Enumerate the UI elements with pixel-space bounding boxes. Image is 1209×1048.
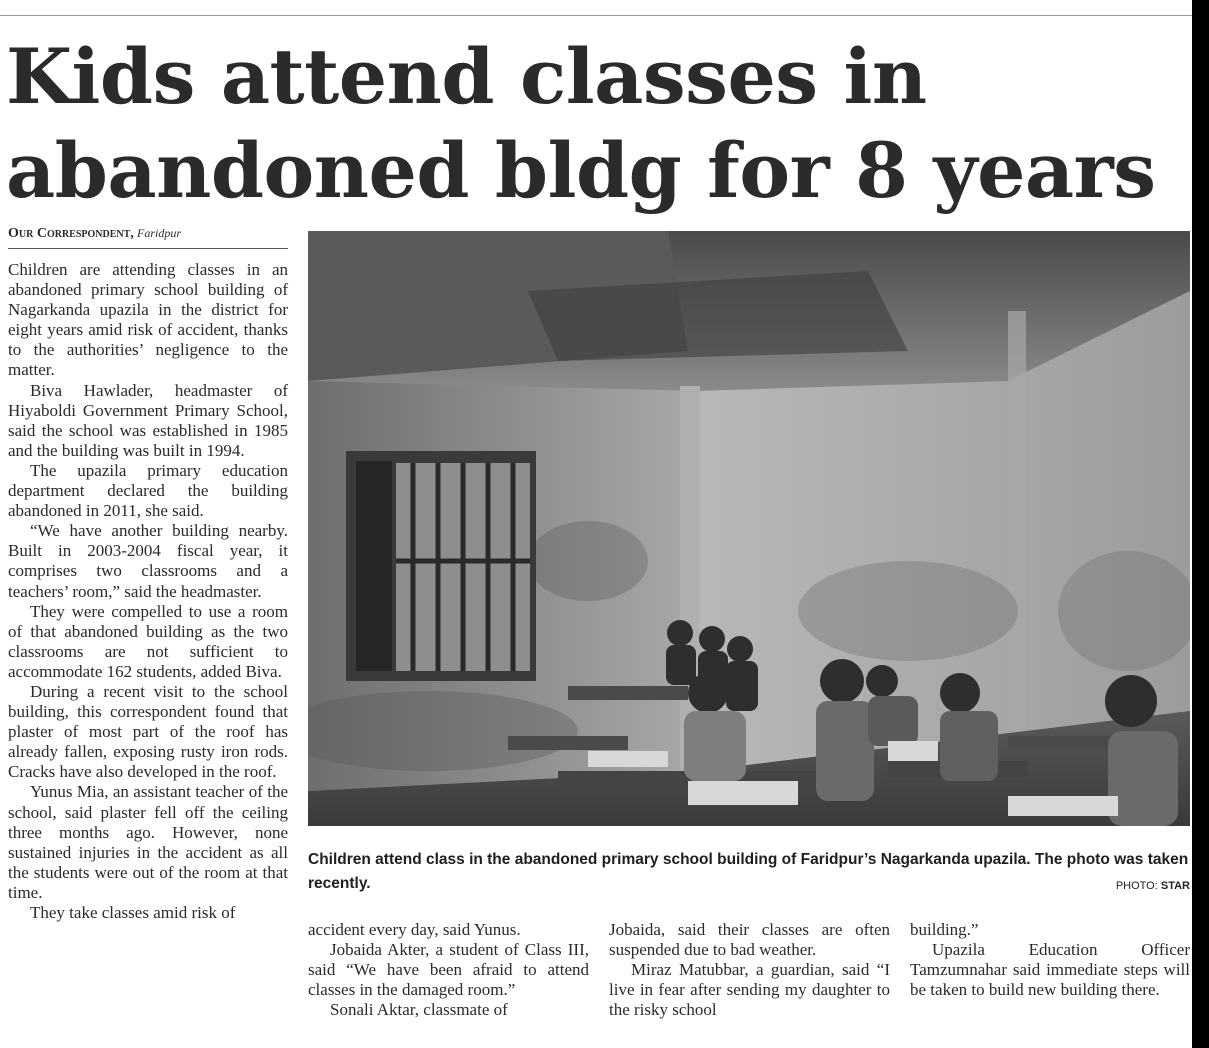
photo-credit-source: STAR [1160, 880, 1190, 892]
column-1 [8, 260, 288, 923]
byline-name: Our Correspondent, [8, 226, 134, 241]
page-edge-bar [1192, 0, 1209, 1048]
paragraph: Sonali Aktar, classmate of [330, 1000, 508, 1020]
classroom-photo [308, 231, 1190, 826]
headline: Kids attend classes in abandoned bldg for 8 years [6, 32, 1156, 215]
photo-credit-label: PHOTO: [1115, 880, 1158, 892]
paragraph: Miraz Matubbar, a guardian, said “I live in fear after sending my daughter to the risky school [609, 960, 890, 1020]
paragraph: The upazila primary education department declared the building abandoned in 2011, she said. [8, 460, 288, 521]
paragraph: building.” [910, 920, 979, 939]
paragraph: Biva Hawlader, headmaster of Hiyaboldi Government Primary School, said the school was established in 1985 and the building was built in 1994. [8, 380, 288, 460]
top-rule [0, 15, 1192, 16]
paragraph: They were compelled to use a room of that abandoned building as the two classrooms are not sufficient to accommodate 162 students, added Biva. [8, 601, 288, 681]
paragraph: Upazila Education Officer Tamzumnahar said immediate steps will be taken to build new building there. [910, 940, 1190, 1000]
paragraph: Jobaida Akter, a student of Class III, said “We have been afraid to attend classes in the damaged room.” [308, 940, 589, 1000]
paragraph: Children are attending classes in an abandoned primary school building of Nagarkanda upazila in the district for eight years amid risk of accident, thanks to the authorities’ negligence to the matter. [8, 260, 288, 380]
byline-place: Faridpur [137, 226, 182, 240]
paragraph: Jobaida, said their classes are often suspended due to bad weather. [609, 920, 890, 960]
paragraph: accident every day, said Yunus. [308, 920, 521, 939]
paragraph: “We have another building nearby. Built in 2003-2004 fiscal year, it comprises two classrooms and a teachers’ room,” said the headmaster. [8, 521, 288, 601]
paragraph: Yunus Mia, an assistant teacher of the school, said plaster fell off the ceiling three months ago. However, none sustained injuries in the accident as all the students were out of the room at that time. [8, 782, 288, 902]
column-2 [308, 920, 589, 1020]
column-4 [910, 920, 1190, 1000]
paragraph: During a recent visit to the school building, this correspondent found that plaster of most part of the roof has already fallen, exposing rusty iron rods. Cracks have also developed in the roof. [8, 681, 288, 782]
photo-caption: Children attend class in the abandoned primary school building of Faridpur’s Nagarkanda upazila. The photo was taken recently. [308, 851, 1189, 892]
byline [8, 225, 288, 249]
column-3 [609, 920, 890, 1020]
photo-credit [1116, 880, 1190, 892]
paragraph: They take classes amid risk of [30, 903, 236, 922]
